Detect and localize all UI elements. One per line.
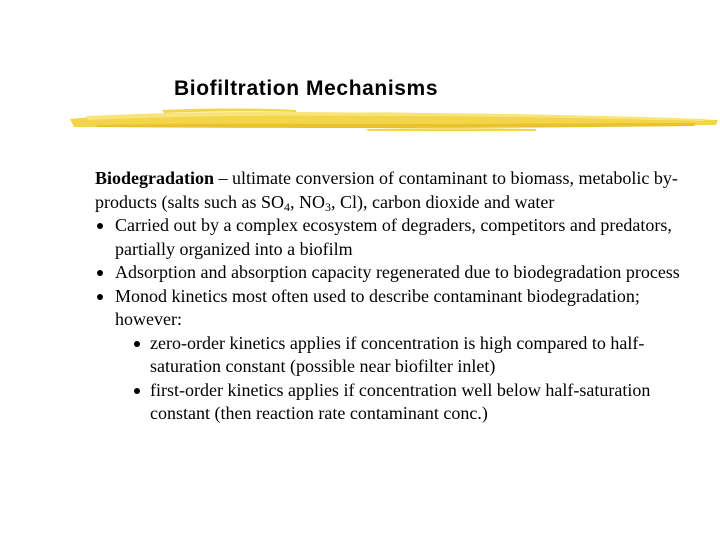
sub-bullet-text: zero-order kinetics applies if concentration is high compared to half-saturation constant (possible near biofilter inlet) — [150, 332, 645, 376]
intro-paragraph — [95, 167, 705, 214]
bullet-text: Adsorption and absorption capacity regenerated due to biodegradation process — [115, 262, 680, 282]
intro-text-part-2: , NO — [289, 191, 325, 212]
bullet-dot-icon — [97, 270, 103, 276]
bullet-item — [95, 285, 705, 332]
bullet-dot-icon — [134, 388, 140, 394]
bullet-text: Monod kinetics most often used to describe contaminant biodegradation; however: — [115, 285, 640, 329]
bullet-dot-icon — [134, 341, 140, 347]
bullet-item — [95, 261, 705, 285]
so4-subscript: 4 — [283, 199, 290, 214]
intro-text-part-1: – ultimate conversion of contaminant to biomass, metabolic by-products (salts such as SO — [95, 168, 678, 212]
biodegradation-term: Biodegradation — [95, 168, 215, 188]
intro-text-part-3: , Cl), carbon dioxide and water — [330, 191, 555, 212]
slide-body — [95, 167, 705, 426]
bullet-dot-icon — [97, 223, 103, 229]
title-underline-brush-stroke — [66, 103, 720, 133]
slide-title: Biofiltration Mechanisms — [174, 77, 439, 100]
no3-subscript: 3 — [324, 199, 331, 214]
bullet-text: Carried out by a complex ecosystem of degraders, competitors and predators, partially organized into a biofilm — [115, 215, 672, 259]
sub-bullet-item — [95, 332, 705, 379]
sub-bullet-text: first-order kinetics applies if concentration well below half-saturation constant (then reaction rate contaminant conc.) — [150, 379, 651, 423]
sub-bullet-item — [95, 379, 705, 426]
bullet-dot-icon — [97, 294, 103, 300]
bullet-item — [95, 214, 705, 261]
